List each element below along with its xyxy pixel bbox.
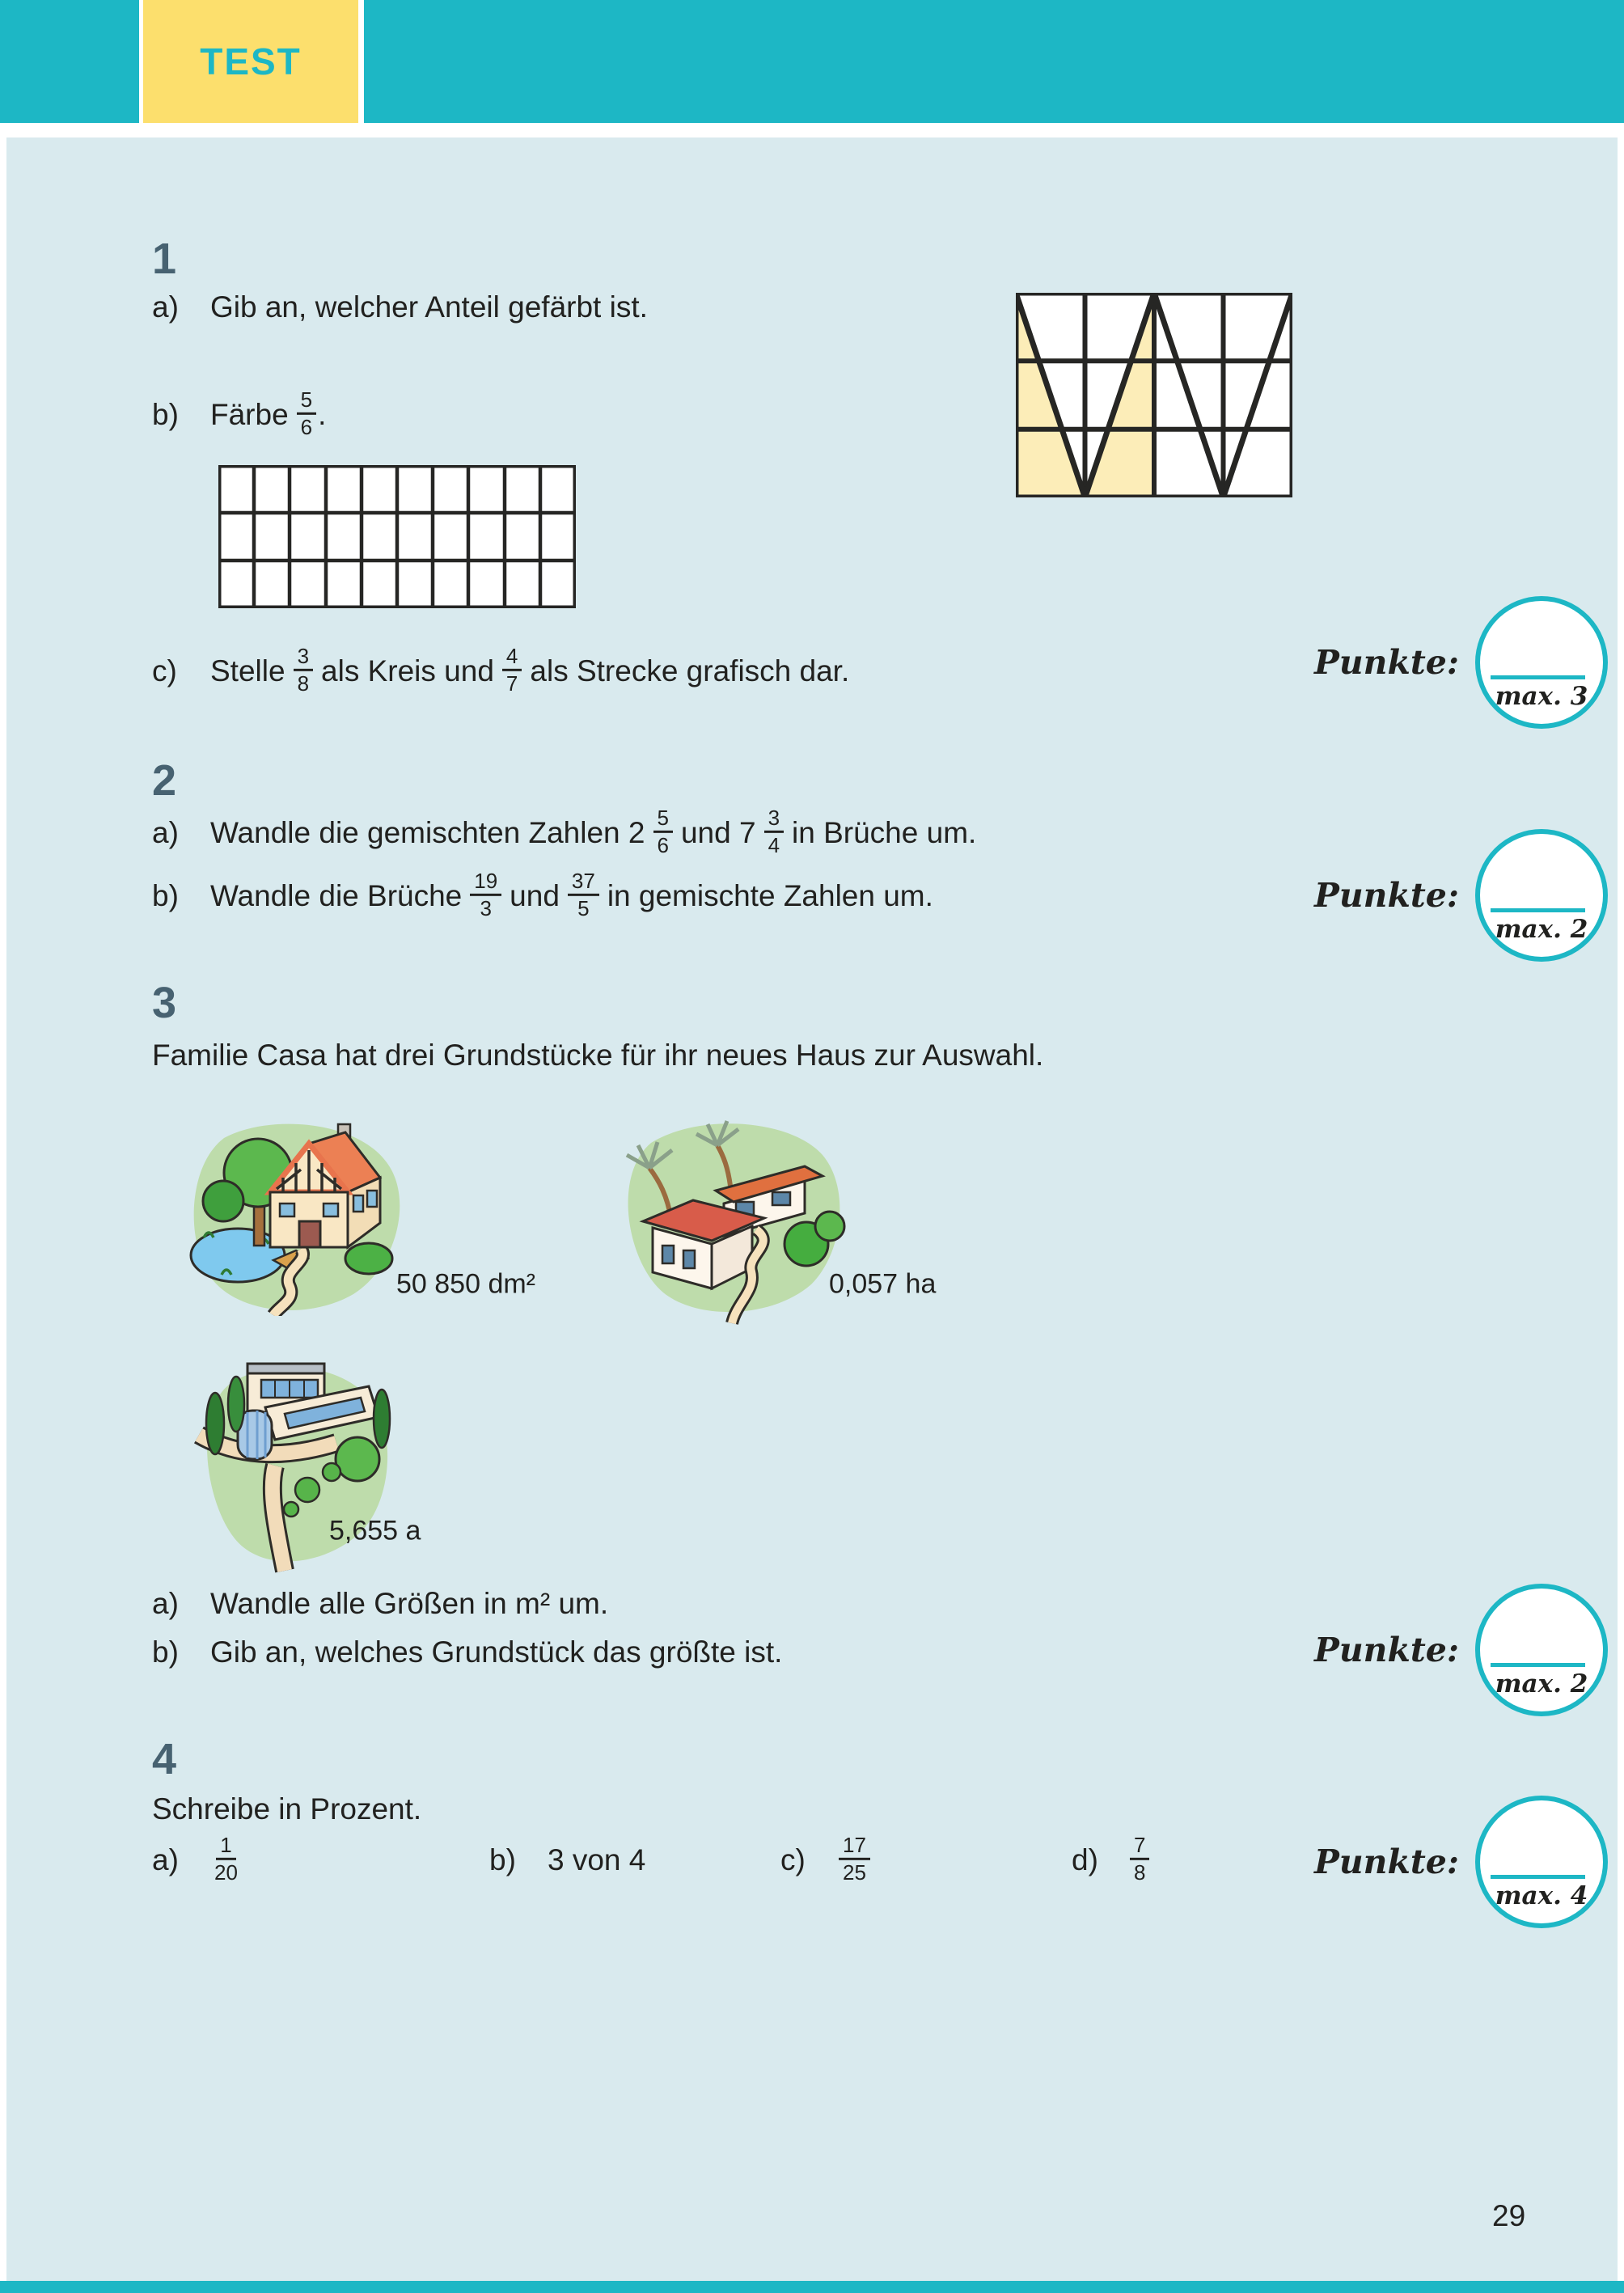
fraction xyxy=(297,387,316,439)
part-label: a) xyxy=(152,1843,179,1876)
part-text: Gib an, welches Grundstück das größte ist. xyxy=(210,1635,783,1669)
part-text: Färbe xyxy=(210,398,289,431)
points-circle[interactable] xyxy=(1475,1584,1608,1716)
fraction xyxy=(294,644,313,696)
fraction-denominator: 4 xyxy=(768,832,780,857)
points-entry-line xyxy=(1491,675,1585,679)
fraction-denominator: 5 xyxy=(577,895,590,920)
fraction-denominator: 7 xyxy=(505,671,518,696)
test-tab xyxy=(143,0,358,123)
part-label: b) xyxy=(152,398,179,431)
task2-part-b xyxy=(152,870,933,922)
fraction-denominator: 8 xyxy=(297,671,310,696)
part-text: in gemischte Zahlen um. xyxy=(607,879,933,912)
points-label: Punkte: xyxy=(1314,1631,1460,1669)
fraction xyxy=(502,644,522,696)
door xyxy=(299,1221,320,1247)
fraction-numerator: 3 xyxy=(294,644,313,671)
fraction xyxy=(839,1833,870,1885)
points-circle[interactable] xyxy=(1475,596,1608,729)
fraction xyxy=(470,869,501,920)
fraction-numerator: 5 xyxy=(653,806,673,833)
task3-part-b xyxy=(152,1635,782,1669)
points-entry-line xyxy=(1491,1663,1585,1667)
part-text: und xyxy=(510,879,560,912)
max-points: max. 4 xyxy=(1495,1881,1588,1910)
task4-item-b xyxy=(489,1843,645,1877)
task1-number: 1 xyxy=(152,235,177,283)
points-label: Punkte: xyxy=(1314,643,1460,682)
task1-part-a xyxy=(152,290,648,324)
max-points: max. 3 xyxy=(1495,682,1588,711)
task3-number: 3 xyxy=(152,979,177,1027)
task3-intro xyxy=(152,1039,1043,1072)
header-bar-left xyxy=(0,0,139,123)
bush xyxy=(323,1463,340,1481)
cypress-tree xyxy=(228,1377,244,1432)
cypress-tree xyxy=(374,1390,390,1448)
fraction-numerator: 37 xyxy=(568,869,599,896)
part-text: Wandle die Brüche xyxy=(210,879,463,912)
part-label: c) xyxy=(152,654,177,687)
points-entry-line xyxy=(1491,908,1585,912)
bush xyxy=(295,1478,319,1502)
intro-text: Schreibe in Prozent. xyxy=(152,1792,422,1826)
fraction-denominator: 6 xyxy=(657,832,669,857)
task4-item-d xyxy=(1072,1834,1149,1886)
part-text: als Strecke grafisch dar. xyxy=(530,654,850,687)
intro-text: Familie Casa hat drei Grundstücke für ihr neues Haus zur Auswahl. xyxy=(152,1039,1044,1072)
task4-intro xyxy=(152,1792,421,1826)
part-text: Stelle xyxy=(210,654,285,687)
task4-item-c xyxy=(780,1834,870,1886)
fraction xyxy=(210,1833,242,1885)
points-badge-task4 xyxy=(1314,1796,1608,1928)
fraction xyxy=(1130,1833,1149,1885)
task1-part-b xyxy=(152,389,326,441)
task1-part-c xyxy=(152,645,849,697)
part-label: b) xyxy=(152,1635,179,1669)
property-illustration-1 xyxy=(180,1094,410,1316)
fraction xyxy=(764,806,784,857)
part-text: in Brüche um. xyxy=(792,816,977,849)
part-label: a) xyxy=(152,816,179,849)
fraction xyxy=(568,869,599,920)
part-text: 3 von 4 xyxy=(548,1843,646,1876)
shaded-fraction-figure xyxy=(1016,293,1292,497)
fraction-numerator: 5 xyxy=(297,387,316,415)
task2-number: 2 xyxy=(152,756,177,805)
area-label-2: 0,057 ha xyxy=(829,1268,937,1300)
fraction-numerator: 1 xyxy=(216,1833,235,1860)
coloring-grid[interactable] xyxy=(218,465,576,608)
points-badge-task1 xyxy=(1314,596,1608,729)
part-label: d) xyxy=(1072,1843,1098,1876)
points-label: Punkte: xyxy=(1314,876,1460,915)
fraction-denominator: 6 xyxy=(300,414,313,439)
max-points: max. 2 xyxy=(1495,915,1588,944)
bush xyxy=(345,1243,392,1274)
bush xyxy=(815,1212,844,1241)
points-label: Punkte: xyxy=(1314,1842,1460,1881)
points-circle[interactable] xyxy=(1475,1796,1608,1928)
fraction-numerator: 19 xyxy=(470,869,501,896)
part-label: c) xyxy=(780,1843,806,1876)
points-badge-task3 xyxy=(1314,1584,1608,1716)
fraction-numerator: 17 xyxy=(839,1833,870,1860)
bush xyxy=(284,1502,298,1517)
part-text: als Kreis und xyxy=(321,654,494,687)
task2-part-a xyxy=(152,807,976,859)
part-text: und 7 xyxy=(680,816,756,849)
points-entry-line xyxy=(1491,1875,1585,1879)
part-label: a) xyxy=(152,1587,179,1620)
footer-bar xyxy=(0,2281,1624,2293)
part-text: . xyxy=(318,398,327,431)
part-label: b) xyxy=(489,1843,516,1876)
max-points: max. 2 xyxy=(1495,1669,1588,1699)
header-bar-right xyxy=(364,0,1624,123)
cypress-tree xyxy=(206,1393,224,1454)
tree xyxy=(203,1181,243,1221)
part-text: Wandle alle Größen in m² um. xyxy=(210,1587,609,1620)
fraction-numerator: 4 xyxy=(502,644,522,671)
fraction xyxy=(653,806,673,857)
area-label-3: 5,655 a xyxy=(329,1515,421,1546)
fraction-denominator: 3 xyxy=(480,895,492,920)
task3-part-a xyxy=(152,1587,608,1621)
area-label-1: 50 850 dm² xyxy=(396,1268,535,1300)
points-circle[interactable] xyxy=(1475,829,1608,962)
fraction-denominator: 20 xyxy=(214,1859,238,1885)
fraction-denominator: 8 xyxy=(1134,1859,1146,1885)
page-number: 29 xyxy=(1492,2199,1526,2232)
tree xyxy=(336,1437,379,1481)
part-text: Gib an, welcher Anteil gefärbt ist. xyxy=(210,290,648,324)
property-illustration-2 xyxy=(603,1090,861,1325)
task4-item-a xyxy=(152,1834,242,1886)
fraction-numerator: 3 xyxy=(764,806,784,833)
part-text: Wandle die gemischten Zahlen 2 xyxy=(210,816,645,849)
fraction-numerator: 7 xyxy=(1130,1833,1149,1860)
part-label: b) xyxy=(152,879,179,912)
part-label: a) xyxy=(152,290,179,324)
points-badge-task2 xyxy=(1314,829,1608,962)
task4-number: 4 xyxy=(152,1735,177,1783)
fraction-denominator: 25 xyxy=(843,1859,866,1885)
test-tab-label: TEST xyxy=(200,40,302,82)
